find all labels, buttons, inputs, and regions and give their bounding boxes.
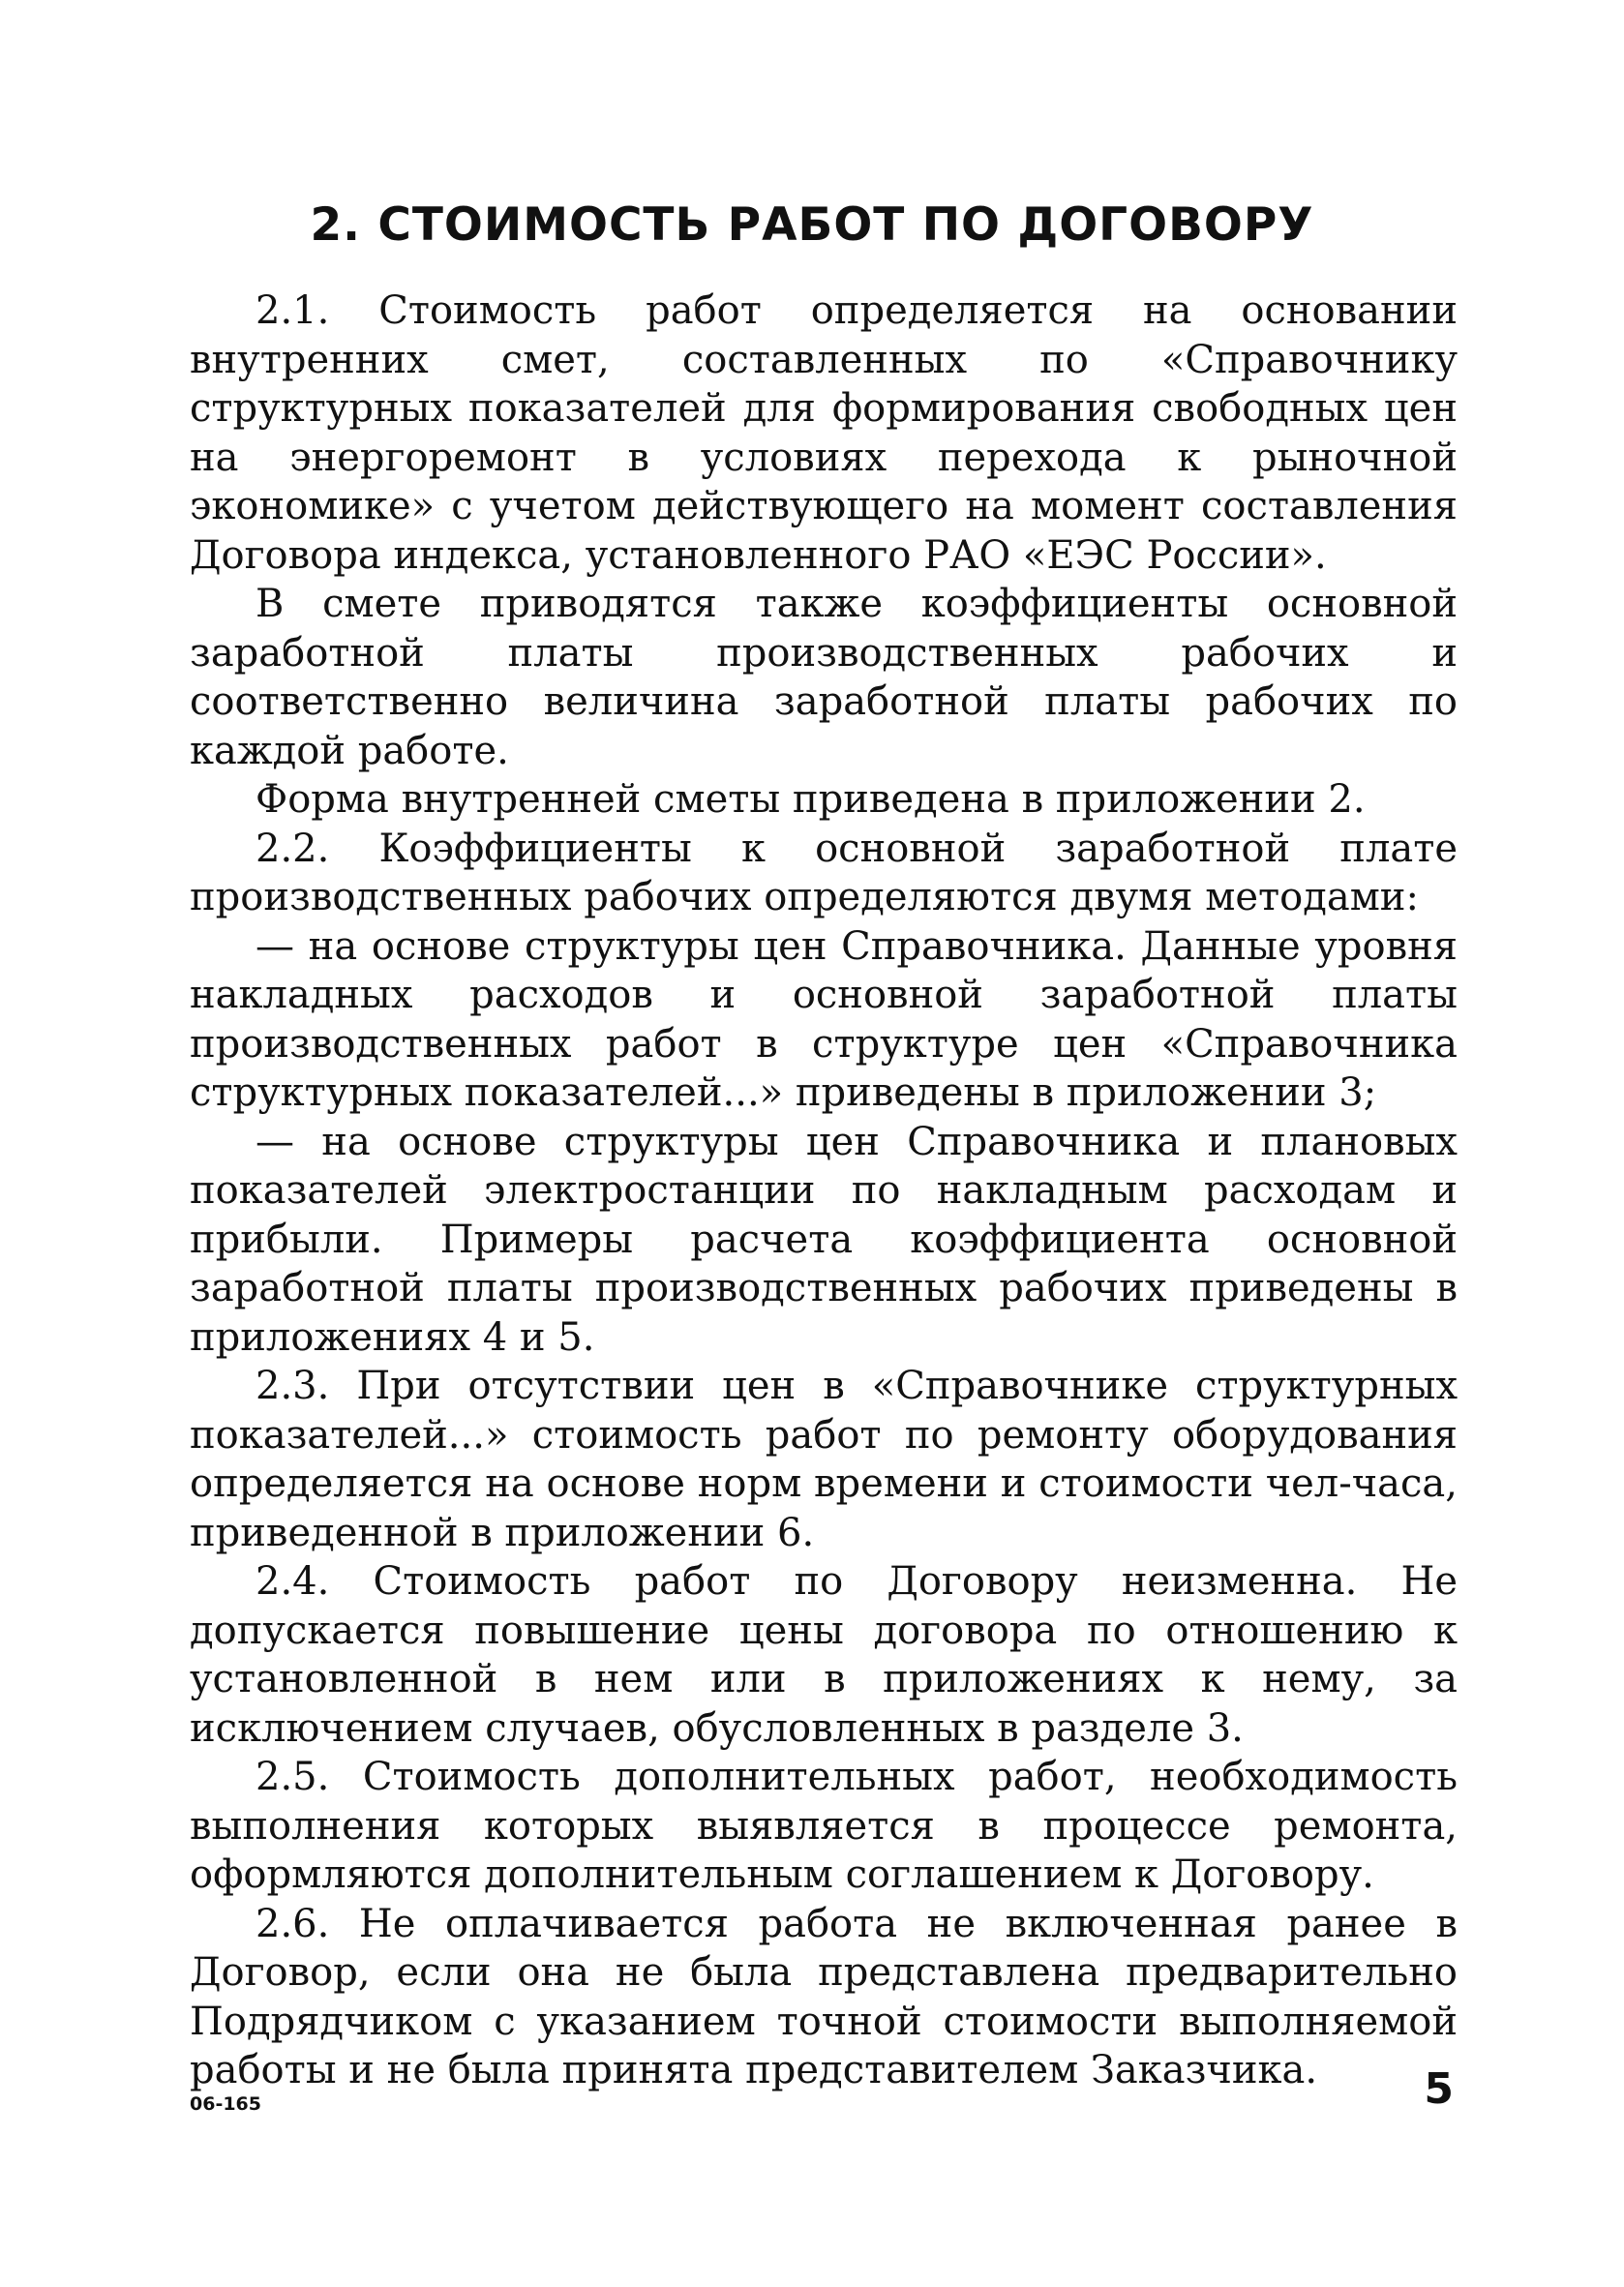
paragraph-2-4: 2.4. Стоимость работ по Договору неизменна. Не допускается повышение цены договора по отношению к установленной в нем или в приложениях к нему, за исключением случаев, обусловленных в разделе 3. [190,1559,1458,1751]
footer-print-code: 06-165 [190,2093,261,2115]
paragraph-estimate-form: Форма внутренней сметы приведена в приложении 2. [256,777,1366,822]
paragraph-2-1: 2.1. Стоимость работ определяется на основании внутренних смет, составленных по «Справочнику структурных показателей для формирования свободных цен на энергоремонт в условиях перехода к рыночной экономике» с учетом действующего на момент составления Договора индекса, установленного РАО «ЕЭС России». [190,288,1458,578]
section-heading: 2. СТОИМОСТЬ РАБОТ ПО ДОГОВОРУ [310,198,1314,252]
paragraph-2-5: 2.5. Стоимость дополнительных работ, необходимость выполнения которых выявляется в процессе ремонта, оформляются дополнительным соглашением к Договору. [190,1755,1458,1897]
paragraph-2-2: 2.2. Коэффициенты к основной заработной плате производственных рабочих определяются двумя методами: [190,826,1458,919]
list-item-method-1: — на основе структуры цен Справочника. Данные уровня накладных расходов и основной заработной платы производственных работ в структуре цен «Справочника структурных показателей...» приведены в приложении 3; [190,923,1458,1115]
paragraph-2-3: 2.3. При отсутствии цен в «Справочнике структурных показателей...» стоимость работ по ремонту оборудования определяется на основе норм времени и стоимости чел-часа, приведенной в приложении 6. [190,1364,1458,1555]
paragraph-2-6: 2.6. Не оплачивается работа не включенная ранее в Договор, если она не была представлена предварительно Подрядчиком с указанием точной стоимости выполняемой работы и не была принята представителем Заказчика. [190,1901,1458,2092]
list-item-method-2: — на основе структуры цен Справочника и плановых показателей электростанции по накладным расходам и прибыли. Примеры расчета коэффициента основной заработной платы производственных рабочих приведены в приложениях 4 и 5. [190,1119,1458,1360]
section-body [190,286,1458,2095]
paragraph-estimate-coefficients: В смете приводятся также коэффициенты основной заработной платы производственных рабочих и соответственно величина заработной платы рабочих по каждой работе. [190,582,1458,773]
page-number: 5 [1424,2064,1454,2114]
